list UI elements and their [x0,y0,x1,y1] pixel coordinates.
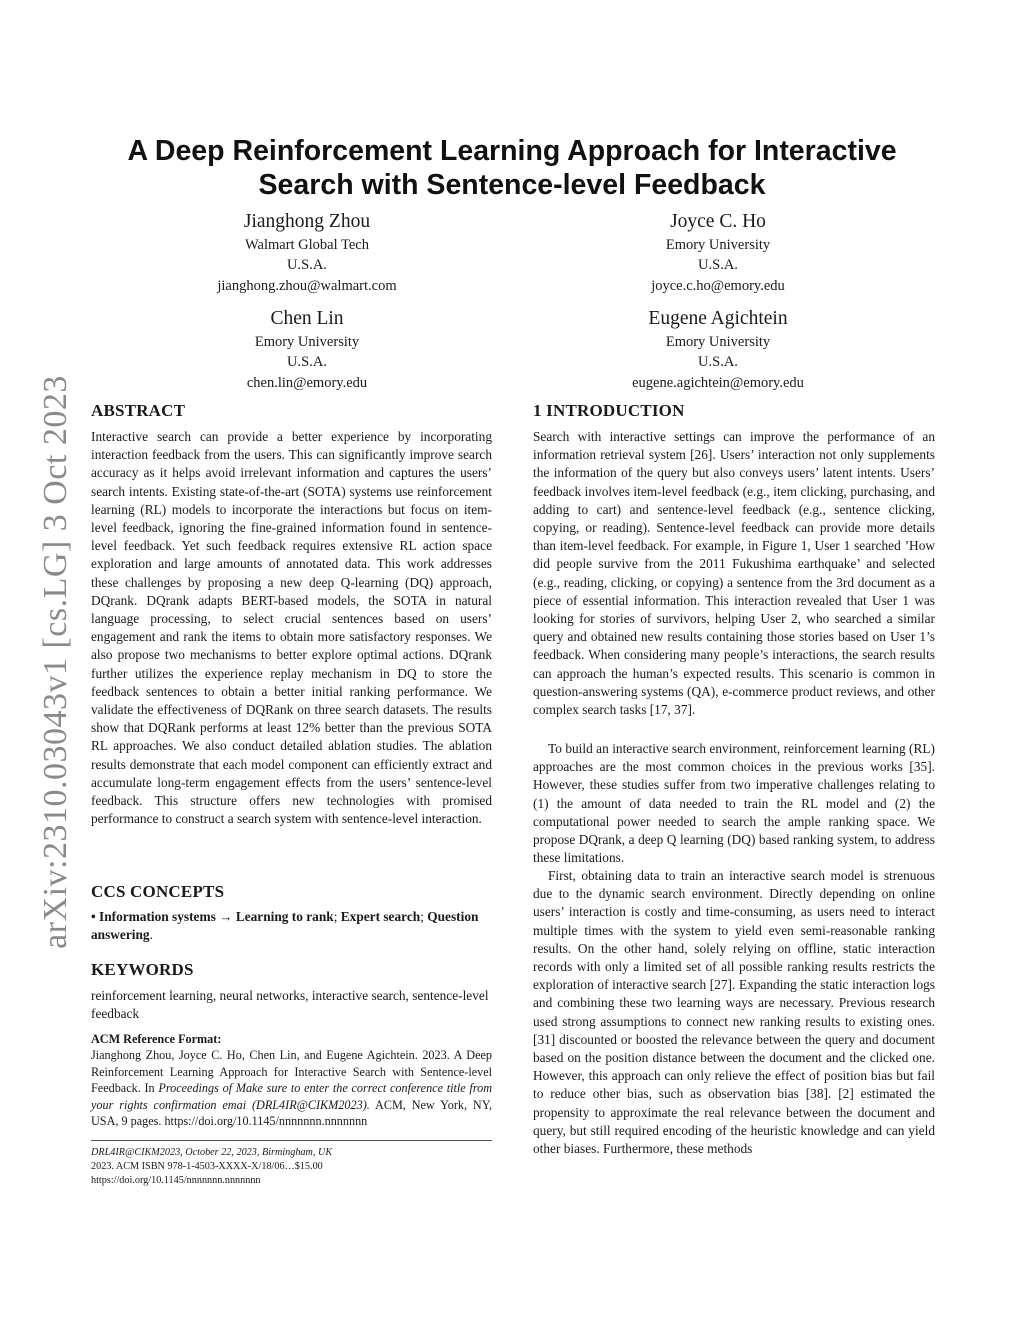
intro-paragraph: Search with interactive settings can improve the performance of an information retrieval system [26]. Users’ interaction not only supplements the information of the query but also conveys users’ latent intents. Users’ feedback involves item-level feedback (e.g., item clicking, purchasing, and adding to cart) and sentence-level feedback (e.g., sentence clicking, copying, or reading). Sentence-level feedback can provide more details than item-level feedback. For example, in Figure 1, User 1 searched ’How did people survive from the 2011 Fukushima earthquake’ and selected (e.g., reading, clicking, or copying) a sentence from the 3rd document as a piece of essential information. This interaction revealed that User 1 was looking for stories of survivors, helping User 2, who searched a similar query and obtained new results containing those stories based on User 1’s feedback. When considering many people’s interactions, the search results can approach the human’s expected results. This scenario is common in question-answering systems (QA), e-commerce product reviews, and other complex search tasks [17, 37]. [533,429,935,718]
author-country: U.S.A. [698,354,738,371]
author-block [508,209,928,296]
ccs-concepts [91,908,492,944]
arxiv-stamp-text: arXiv:2310.03043v1 [cs.LG] 3 Oct 2023 [37,375,74,949]
author-affiliation: Emory University [665,237,771,253]
author-affiliation: Walmart Global Tech [245,237,369,253]
author-email: eugene.agichtein@emory.edu [632,374,804,391]
ccs-bullet: • [91,909,96,924]
author-block [508,306,928,393]
keywords-heading: KEYWORDS [91,960,194,979]
title-line-2: Search with Sentence-level Feedback [258,169,766,201]
acm-ref-publisher: ACM, New York, NY, USA, 9 pages. https://doi.org/10.1145/nnnnnnn.nnnnnnn [91,1097,492,1129]
abstract-heading: ABSTRACT [91,401,186,420]
author-country: U.S.A. [287,354,327,371]
acm-ref-heading: ACM Reference Format: [91,1032,222,1046]
footnote-isbn: 2023. ACM ISBN 978-1-4503-XXXX-X/18/06…$15.00 [91,1161,323,1172]
ccs-heading: CCS CONCEPTS [91,882,225,901]
author-name: Jianghong Zhou [243,211,371,232]
author-country: U.S.A. [287,257,327,274]
introduction-heading: 1 INTRODUCTION [533,401,685,420]
ccs-item: Expert search [340,909,421,924]
title-line-1: A Deep Reinforcement Learning Approach for Interactive [127,135,897,167]
abstract-text: Interactive search can provide a better experience by incorporating interaction feedback from the users. This can significantly improve search accuracy as it helps avoid irrelevant information and captures the users’ search intents. Existing state-of-the-art (SOTA) systems use reinforcement learning (RL) models to incorporate the interactions but focus on item-level feedback, ignoring the fine-grained information found in sentence-level feedback. Yet such feedback requires extensive RL action space exploration and large amounts of annotated data. This work addresses these challenges by proposing a new deep Q-learning (DQ) approach, DQrank. DQrank adapts BERT-based models, the SOTA in natural language processing, to select crucial sentences based on users’ engagement and rank the items to obtain more satisfactory responses. We also propose two mechanisms to better explore optimal actions. DQrank further utilizes the experience replay mechanism in DQ to store the feedback sentences to obtain a better initial ranking performance. We validate the effectiveness of DQRank on three search datasets. The results show that DQRank performs at least 12% better than the previous SOTA RL approaches. We also conduct detailed ablation studies. The ablation results demonstrate that each model component can efficiently extract and accumulate long-term engagement effects from the users’ sentence-level feedback. This structure offers new technologies with promised performance to construct a search system with sentence-level interaction. [91,429,492,827]
footnote-venue: DRL4IR@CIKM2023, October 22, 2023, Birmingham, UK [91,1147,333,1158]
ccs-item: Information systems [99,909,216,924]
acm-ref-citation: Jianghong Zhou, Joyce C. Ho, Chen Lin, and Eugene Agichtein. 2023. A Deep Reinforcement Learning Approach for Interactive Search with Sentence-level Feedback. In [91,1048,492,1096]
footnote-rule [91,1140,492,1141]
author-affiliation: Emory University [254,334,360,350]
author-block [97,306,517,393]
author-email: chen.lin@emory.edu [246,374,368,391]
author-email: jianghong.zhou@walmart.com [217,277,397,294]
acm-ref-text [91,1047,492,1130]
intro-paragraph: To build an interactive search environment, reinforcement learning (RL) approaches are the most common choices in the previous works [35]. However, these studies suffer from two imperative challenges relating to (1) the amount of data needed to train the RL model and (2) the computational power needed to search the ample ranking space. We propose DQrank, a deep Q learning (DQ) based ranking system, to address these limitations. [533,741,935,866]
author-name: Joyce C. Ho [670,211,766,232]
keywords-text: reinforcement learning, neural networks, interactive search, sentence-level feedback [91,988,489,1022]
intro-paragraph: First, obtaining data to train an interactive search model is strenuous due to the dynamic search environment. Directly depending on online users’ interaction is costly and time-consuming, as users need to interact multiple times with the system to yield even semi-reasonable ranking results. On the other hand, solely relying on offline, static interaction records with only a limited set of all possible ranking results restricts the exploration of interactive search [27]. Expanding the static interaction logs and combining these two learning ways are necessary. Previous research used strong assumptions to connect new ranking results to existing ones. [31] discounted or boosted the relevance between the query and document based on the position distance between the document and the clicked one. However, this approach can only relieve the effect of position bias but fail to reduce other bias, such as observation bias [38]. [2] estimated the propensity to approximate the real relevance between the document and query, but still required encoding of the heuristic knowledge and can yield other biases. Furthermore, these methods [533,868,935,1157]
author-affiliation: Emory University [665,334,771,350]
ccs-item: Learning to rank [235,909,334,924]
paper-title [90,134,934,202]
ccs-separator: ; [333,909,338,924]
ccs-item: Question answering [91,909,479,943]
author-email: joyce.c.ho@emory.edu [651,277,785,294]
ccs-end: . [149,927,153,943]
acm-ref-venue: Proceedings of Make sure to enter the correct conference title from your rights confirmation emai (DRL4IR@CIKM2023). [91,1081,493,1112]
author-name: Chen Lin [270,308,344,329]
footnote-doi: https://doi.org/10.1145/nnnnnnn.nnnnnnn [91,1175,261,1186]
ccs-separator: ; [420,909,424,924]
author-name: Eugene Agichtein [648,308,788,329]
author-country: U.S.A. [698,257,738,274]
ccs-arrow: → [219,909,233,924]
author-block [97,209,517,296]
